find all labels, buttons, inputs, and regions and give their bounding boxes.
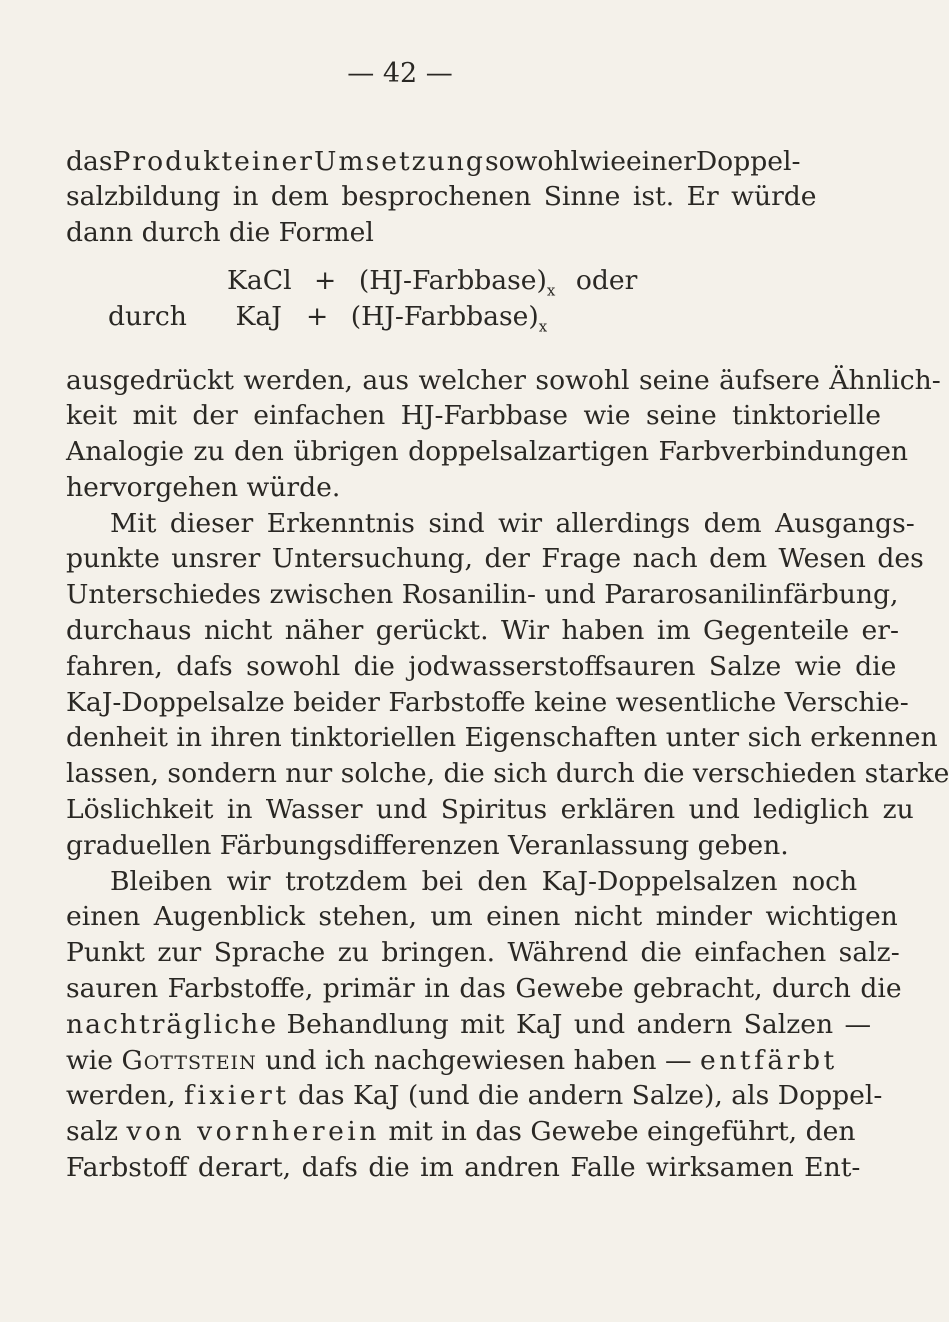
author-name: Gottstein [121, 1045, 257, 1076]
text-line: salzbildung in dem besprochenen Sinne ist. Er würde [66, 181, 817, 212]
formula-row-1: KaCl + $(HJ-Farbbase)_x$ oder [227, 265, 638, 300]
text-line: Mit dieser Erkenntnis sind wir allerdings dem Ausgangs- [110, 508, 915, 539]
text-line: salz von vornherein mit in das Gewebe eingeführt, den [66, 1116, 856, 1147]
text-line: Punkt zur Sprache zu bringen. Während die einfachen salz- [66, 937, 900, 968]
text-line: punkte unsrer Untersuchung, der Frage nach dem Wesen des [66, 543, 924, 574]
text-line: hervorgehen würde. [66, 472, 341, 503]
text-line: keit mit der einfachen HJ-Farbbase wie seine tinktorielle [66, 400, 881, 431]
text-line: Löslichkeit in Wasser und Spiritus erklären und lediglich zu [66, 794, 914, 825]
text-line: wie Gottstein und ich nachgewiesen haben — entfärbt [66, 1045, 838, 1076]
emphasis: entfärbt [700, 1045, 838, 1076]
formula-row-2: durch KaJ + $(HJ-Farbbase)_x$ [108, 301, 548, 336]
text-line: nachträgliche Behandlung mit KaJ und andern Salzen — [66, 1009, 872, 1040]
emphasis: fixiert [184, 1080, 290, 1111]
text-line: graduellen Färbungsdifferenzen Veranlassung geben. [66, 830, 789, 861]
emphasis: von vornherein [126, 1116, 380, 1147]
text-line: das Produkt einer Umsetzung sowohl wie einer Doppel- [66, 146, 801, 177]
text-line: sauren Farbstoffe, primär in das Gewebe gebracht, durch die [66, 973, 902, 1004]
text-line: ausgedrückt werden, aus welcher sowohl seine äufsere Ähnlich- [66, 365, 941, 396]
text-line: Bleiben wir trotzdem bei den KaJ-Doppelsalzen noch [110, 866, 858, 897]
text-line: KaJ-Doppelsalze beider Farbstoffe keine wesentliche Verschie- [66, 687, 909, 718]
text-line: Unterschiedes zwischen Rosanilin- und Pararosanilinfärbung, [66, 579, 899, 610]
text-line: Analogie zu den übrigen doppelsalzartigen Farbverbindungen [66, 436, 909, 467]
text-line: Farbstoff derart, dafs die im andren Falle wirksamen Ent- [66, 1152, 861, 1183]
emphasis: nachträgliche [66, 1009, 279, 1040]
text-line: dann durch die Formel [66, 217, 374, 248]
text-line: denheit in ihren tinktoriellen Eigenschaften unter sich erkennen [66, 722, 938, 753]
text-line: einen Augenblick stehen, um einen nicht minder wichtigen [66, 901, 898, 932]
page-number: — 42 — [347, 58, 453, 89]
text-line: durchaus nicht näher gerückt. Wir haben im Gegenteile er- [66, 615, 899, 646]
text-line: fahren, dafs sowohl die jodwasserstoffsauren Salze wie die [66, 651, 897, 682]
text-line: werden, fixiert das KaJ (und die andern Salze), als Doppel- [66, 1080, 883, 1111]
text-line: lassen, sondern nur solche, die sich durch die verschieden starke [66, 758, 949, 789]
